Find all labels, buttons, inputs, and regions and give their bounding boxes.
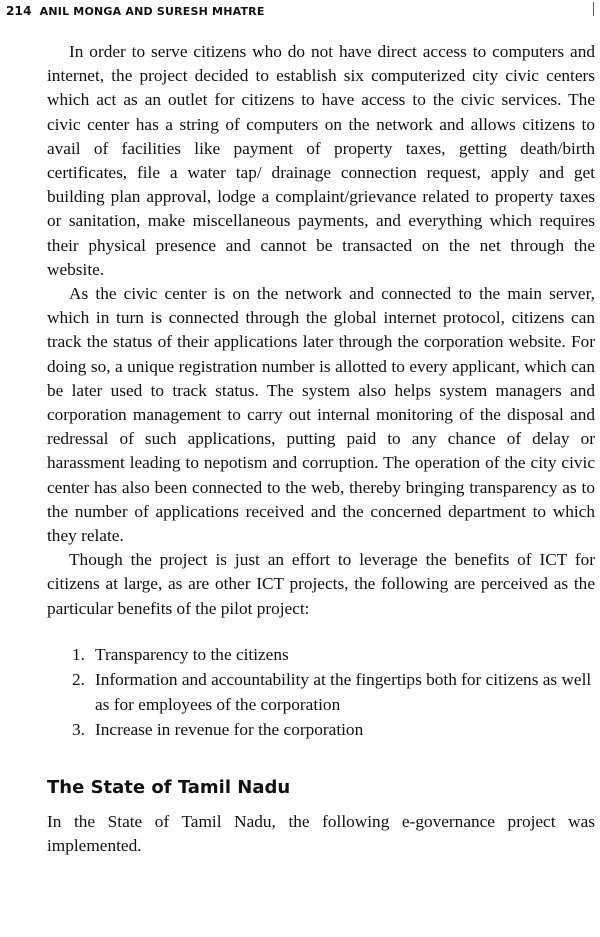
running-head (6, 4, 265, 20)
body-text (47, 40, 595, 858)
list-item-number: 3. (72, 719, 85, 739)
paragraph-network-tracking: As the civic center is on the network and connected to the main server, which in turn is connected through the global internet protocol, citizens can track the status of their applications later through the corporation website. For doing so, a unique registration number is allotted to every applicant, which can be later used to track status. The system also helps system managers and corporation management to carry out internal monitoring of the disposal and redressal of such applications, putting paid to any chance of delay or harassment leading to nepotism and corruption. The operation of the city civic center has also been connected to the web, thereby bringing transparency as to the number of applications received and the concerned department to which they relate. (47, 284, 595, 546)
list-item (47, 667, 595, 717)
section-heading: The State of Tamil Nadu (47, 776, 291, 798)
running-head-authors: ANIL MONGA AND SURESH MHATRE (39, 5, 265, 18)
list-item-text: Increase in revenue for the corporation (95, 719, 364, 739)
page-number: 214 (6, 4, 32, 18)
list-item (47, 717, 595, 742)
paragraph-benefits-intro: Though the project is just an effort to leverage the benefits of ICT for citizens at large, as are other ICT projects, the following are perceived as the particular benefits of the pilot project: (47, 550, 595, 618)
list-item-number: 2. (72, 669, 85, 689)
list-item-text: Transparency to the citizens (95, 644, 289, 664)
list-item-number: 1. (72, 644, 85, 664)
paragraph-section-intro: In the State of Tamil Nadu, the following e-governance project was implemented. (47, 811, 595, 856)
benefits-list (47, 642, 595, 742)
paragraph-civic-centers: In order to serve citizens who do not have direct access to computers and internet, the project decided to establish six computerized city civic centers which act as an outlet for citizens to have access to the civic services. The civic center has a string of computers on the network and allows citizens to avail of facilities like payment of property taxes, getting death/​birth certificates, file a water tap/ drainage connection request, apply and get building plan approval, lodge a complaint/​grievance related to property taxes or sanitation, make miscellaneous payments, and everything which requires their physical presence and cannot be transacted on the net through the website. (47, 42, 595, 279)
page-edge-mark (593, 2, 594, 16)
list-item-text: Information and accountability at the fingertips both for citizens as well as for employees of the corporation (95, 669, 592, 714)
list-item (47, 642, 595, 667)
